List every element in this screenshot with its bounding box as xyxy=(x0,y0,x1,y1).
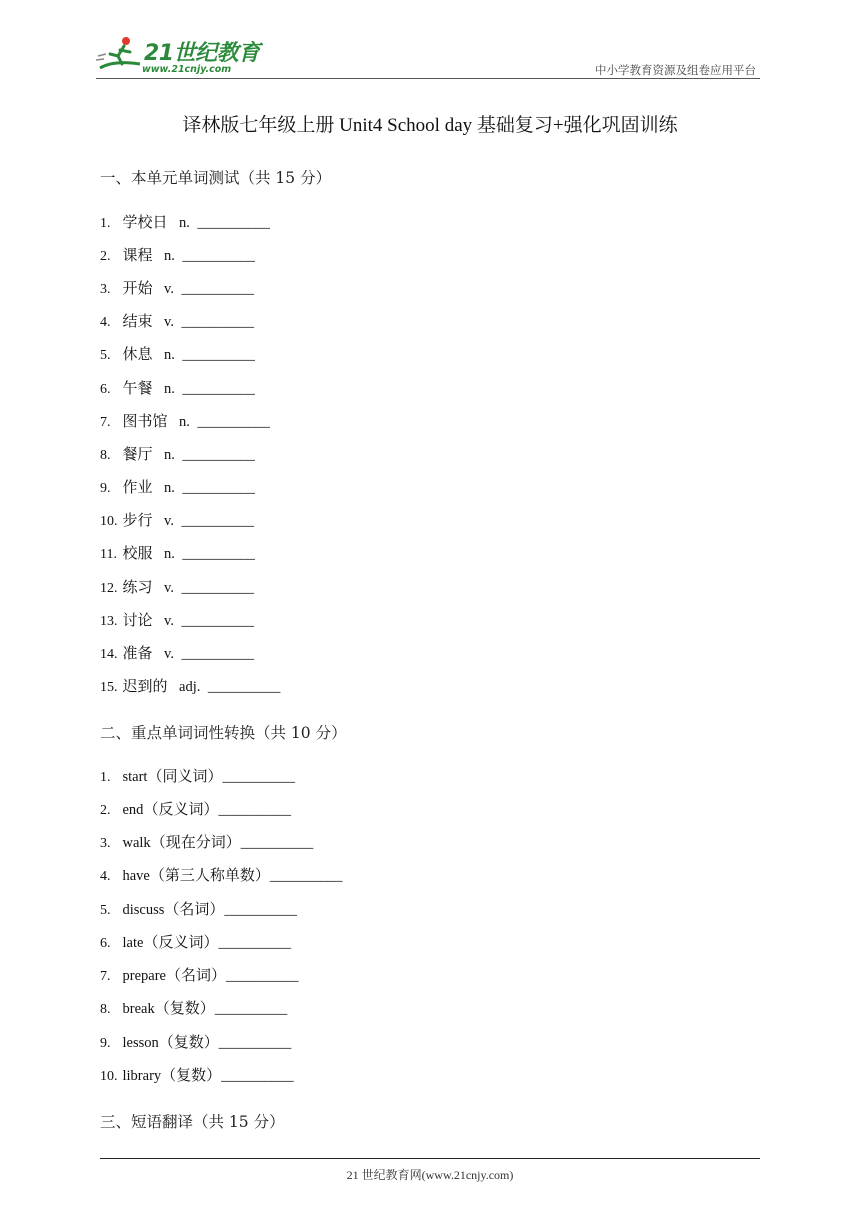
item-pos: v. xyxy=(164,314,174,330)
answer-blank[interactable]: __________ xyxy=(182,381,255,397)
answer-blank[interactable]: __________ xyxy=(218,802,291,818)
item-number: 4. xyxy=(100,315,111,330)
item-word: discuss xyxy=(122,902,165,918)
vocab-item xyxy=(100,642,254,664)
vocab-item xyxy=(100,211,270,233)
logo-url: www.21cnjy.com xyxy=(142,64,232,75)
item-chinese: 休息 xyxy=(122,345,153,363)
vocab-item xyxy=(100,443,255,465)
item-word: walk xyxy=(122,835,151,851)
conversion-item xyxy=(100,765,295,787)
vocab-item xyxy=(100,609,254,631)
footer-divider xyxy=(100,1158,760,1159)
vocab-item xyxy=(100,675,280,697)
item-chinese: 迟到的 xyxy=(122,677,168,695)
logo-text: 21世纪教育 xyxy=(144,41,260,66)
answer-blank[interactable]: __________ xyxy=(197,414,270,430)
item-number: 3. xyxy=(100,282,111,297)
vocab-item xyxy=(100,576,254,598)
item-word: prepare xyxy=(122,968,166,984)
item-word: break xyxy=(122,1001,155,1017)
answer-blank[interactable]: __________ xyxy=(218,935,291,951)
item-pos: n. xyxy=(179,414,190,430)
answer-blank[interactable]: __________ xyxy=(207,679,281,695)
answer-blank[interactable]: __________ xyxy=(181,314,254,330)
item-number: 9. xyxy=(100,1036,111,1051)
item-number: 12. xyxy=(100,581,118,596)
item-number: 9. xyxy=(100,481,111,496)
item-chinese: 作业 xyxy=(122,478,153,496)
answer-blank[interactable]: __________ xyxy=(181,646,254,662)
item-hint: （名词） xyxy=(165,966,226,984)
item-number: 7. xyxy=(100,415,111,430)
item-number: 2. xyxy=(100,249,111,264)
page-header xyxy=(96,32,760,80)
conversion-item xyxy=(100,798,291,820)
item-pos: v. xyxy=(164,613,174,629)
answer-blank[interactable]: __________ xyxy=(225,968,299,984)
item-chinese: 步行 xyxy=(122,511,153,529)
answer-blank[interactable]: __________ xyxy=(182,480,255,496)
document-title: 译林版七年级上册 Unit4 School day 基础复习+强化巩固训练 xyxy=(182,115,678,136)
answer-blank[interactable]: __________ xyxy=(269,868,343,884)
conversion-item xyxy=(100,1064,294,1086)
item-word: have xyxy=(122,868,150,884)
item-word: late xyxy=(122,935,144,951)
answer-blank[interactable]: __________ xyxy=(240,835,314,851)
item-number: 13. xyxy=(100,614,118,629)
answer-blank[interactable]: __________ xyxy=(181,580,254,596)
answer-blank[interactable]: __________ xyxy=(221,1068,294,1084)
item-chinese: 餐厅 xyxy=(122,445,153,463)
item-chinese: 学校日 xyxy=(122,213,168,231)
item-chinese: 准备 xyxy=(122,644,153,662)
header-divider xyxy=(96,78,760,79)
item-chinese: 结束 xyxy=(122,312,153,330)
item-pos: n. xyxy=(164,347,175,363)
vocab-item xyxy=(100,476,255,498)
answer-blank[interactable]: __________ xyxy=(197,215,270,231)
item-number: 4. xyxy=(100,869,111,884)
item-pos: v. xyxy=(164,281,174,297)
item-number: 6. xyxy=(100,936,111,951)
vocab-item xyxy=(100,542,255,564)
section-1-heading: 一、本单元单词测试（共 15 分） xyxy=(100,169,332,187)
item-pos: v. xyxy=(164,580,174,596)
item-pos: adj. xyxy=(179,679,201,695)
item-number: 14. xyxy=(100,647,118,662)
item-hint: （反义词） xyxy=(143,800,219,818)
item-number: 11. xyxy=(100,547,117,562)
item-chinese: 课程 xyxy=(122,246,153,264)
item-pos: n. xyxy=(164,447,175,463)
vocab-item xyxy=(100,343,255,365)
item-number: 8. xyxy=(100,448,111,463)
answer-blank[interactable]: __________ xyxy=(214,1001,288,1017)
conversion-item xyxy=(100,1031,291,1053)
section-2-heading: 二、重点单词词性转换（共 10 分） xyxy=(100,724,347,742)
item-chinese: 讨论 xyxy=(122,611,153,629)
section-3-heading: 三、短语翻译（共 15 分） xyxy=(100,1113,285,1131)
item-hint: （第三人称单数） xyxy=(149,866,270,884)
vocab-item xyxy=(100,310,254,332)
vocab-item xyxy=(100,377,255,399)
item-chinese: 开始 xyxy=(122,279,153,297)
item-number: 10. xyxy=(100,1069,118,1084)
item-word: end xyxy=(122,802,144,818)
item-chinese: 图书馆 xyxy=(122,412,168,430)
item-hint: （现在分词） xyxy=(150,833,241,851)
footer-link[interactable]: 21 世纪教育网(www.21cnjy.com) xyxy=(346,1168,514,1182)
item-number: 10. xyxy=(100,514,118,529)
item-number: 3. xyxy=(100,836,111,851)
vocab-item xyxy=(100,277,254,299)
conversion-item xyxy=(100,964,298,986)
item-number: 8. xyxy=(100,1002,111,1017)
item-number: 6. xyxy=(100,382,111,397)
item-number: 15. xyxy=(100,680,118,695)
running-man-logo-icon xyxy=(96,34,142,74)
item-number: 7. xyxy=(100,969,111,984)
vocab-item xyxy=(100,509,254,531)
conversion-item xyxy=(100,931,291,953)
item-hint: （同义词） xyxy=(147,767,223,785)
item-pos: n. xyxy=(164,248,175,264)
answer-blank[interactable]: __________ xyxy=(182,447,255,463)
answer-blank[interactable]: __________ xyxy=(224,902,297,918)
answer-blank[interactable]: __________ xyxy=(182,546,255,562)
item-word: start xyxy=(122,769,148,785)
answer-blank[interactable]: __________ xyxy=(182,347,255,363)
item-pos: v. xyxy=(164,646,174,662)
vocab-item xyxy=(100,244,255,266)
item-pos: v. xyxy=(164,513,174,529)
item-chinese: 校服 xyxy=(122,544,153,562)
item-number: 2. xyxy=(100,803,111,818)
item-number: 1. xyxy=(100,216,111,231)
item-chinese: 午餐 xyxy=(122,379,153,397)
answer-blank[interactable]: __________ xyxy=(181,281,254,297)
item-chinese: 练习 xyxy=(122,578,153,596)
item-number: 5. xyxy=(100,348,111,363)
item-pos: n. xyxy=(164,480,175,496)
item-pos: n. xyxy=(179,215,190,231)
item-pos: n. xyxy=(164,546,175,562)
item-pos: n. xyxy=(164,381,175,397)
answer-blank[interactable]: __________ xyxy=(218,1035,292,1051)
answer-blank[interactable]: __________ xyxy=(182,248,255,264)
conversion-item xyxy=(100,864,342,886)
item-word: library xyxy=(122,1068,162,1084)
answer-blank[interactable]: __________ xyxy=(222,769,295,785)
answer-blank[interactable]: __________ xyxy=(181,513,254,529)
answer-blank[interactable]: __________ xyxy=(181,613,254,629)
item-hint: （反义词） xyxy=(143,933,219,951)
item-number: 1. xyxy=(100,770,111,785)
conversion-item xyxy=(100,898,297,920)
item-hint: （复数） xyxy=(154,999,215,1017)
site-logo[interactable] xyxy=(96,32,266,76)
item-hint: （名词） xyxy=(164,900,225,918)
conversion-item xyxy=(100,831,313,853)
header-slogan: 中小学教育资源及组卷应用平台 xyxy=(595,63,756,77)
vocab-item xyxy=(100,410,270,432)
conversion-item xyxy=(100,997,287,1019)
item-number: 5. xyxy=(100,903,111,918)
item-hint: （复数） xyxy=(161,1066,222,1084)
item-hint: （复数） xyxy=(158,1033,219,1051)
item-word: lesson xyxy=(122,1035,159,1051)
